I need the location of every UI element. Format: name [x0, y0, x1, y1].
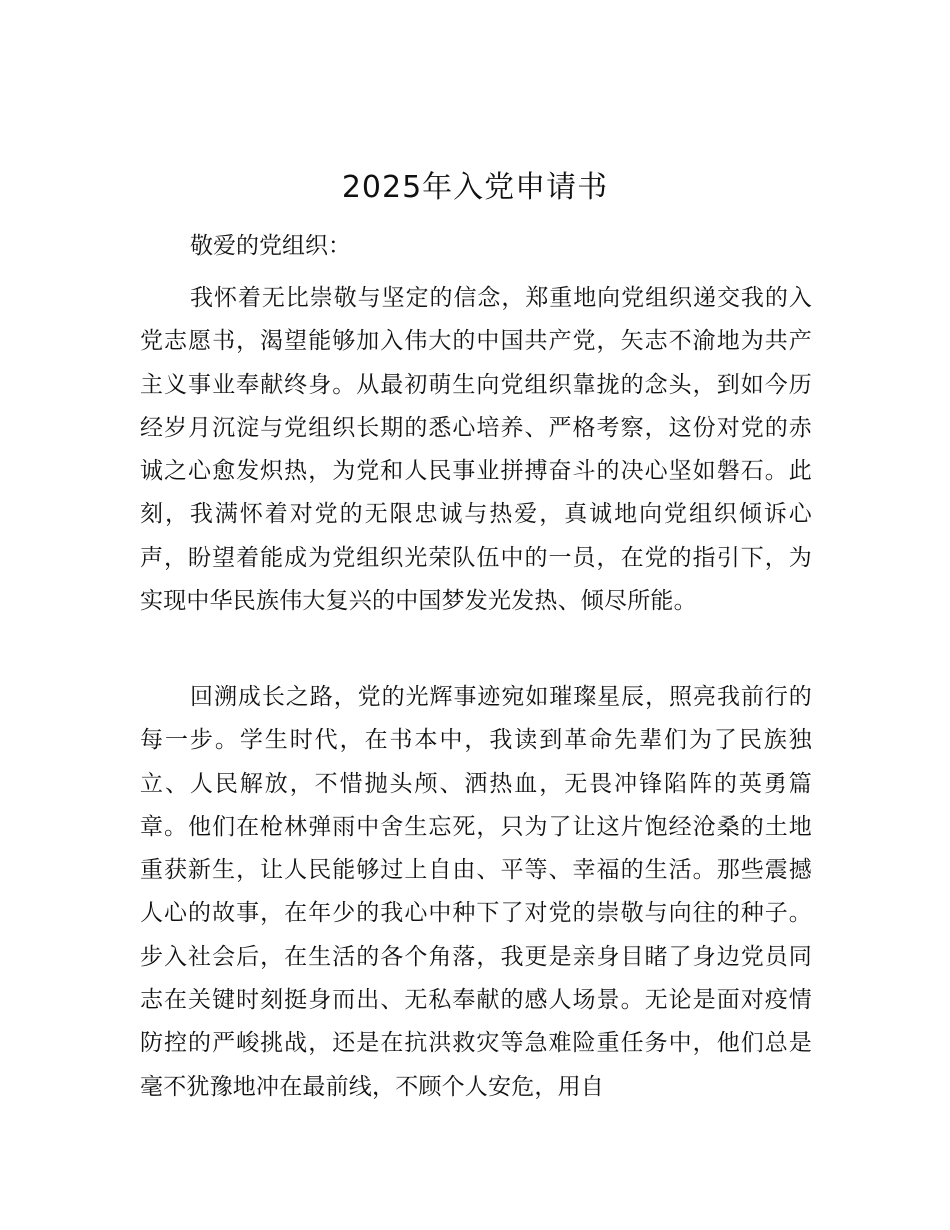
body-paragraph-2: 回溯成长之路，党的光辉事迹宛如璀璨星辰，照亮我前行的每一步。学生时代，在书本中，我读到革命先辈们为了民族独立、人民解放，不惜抛头颅、洒热血，无畏冲锋陷阵的英勇篇章。他们在枪林弹雨中舍生忘死，只为了让这片饱经沧桑的土地重获新生，让人民能够过上自由、平等、幸福的生活。那些震撼人心的故事，在年少的我心中种下了对党的崇敬与向往的种子。步入社会后，在生活的各个角落，我更是亲身目睹了身边党员同志在关键时刻挺身而出、无私奉献的感人场景。无论是面对疫情防控的严峻挑战，还是在抗洪救灾等急难险重任务中，他们总是毫不犹豫地冲在最前线，不顾个人安危，用自 [140, 684, 812, 1100]
body-paragraph-1: 我怀着无比崇敬与坚定的信念，郑重地向党组织递交我的入党志愿书，渴望能够加入伟大的中国共产党，矢志不渝地为共产主义事业奉献终身。从最初萌生向党组织靠拢的念头，到如今历经岁月沉淀与党组织长期的悉心培养、严格考察，这份对党的赤诚之心愈发炽热，为党和人民事业拼搏奋斗的决心坚如磐石。此刻，我满怀着对党的无限忠诚与热爱，真诚地向党组织倾诉心声，盼望着能成为党组织光荣队伍中的一员，在党的指引下，为实现中华民族伟大复兴的中国梦发光发热、倾尽所能。 [140, 285, 812, 615]
document-title: 2025年入党申请书 [341, 170, 609, 205]
salutation: 敬爱的党组织： [190, 233, 351, 259]
